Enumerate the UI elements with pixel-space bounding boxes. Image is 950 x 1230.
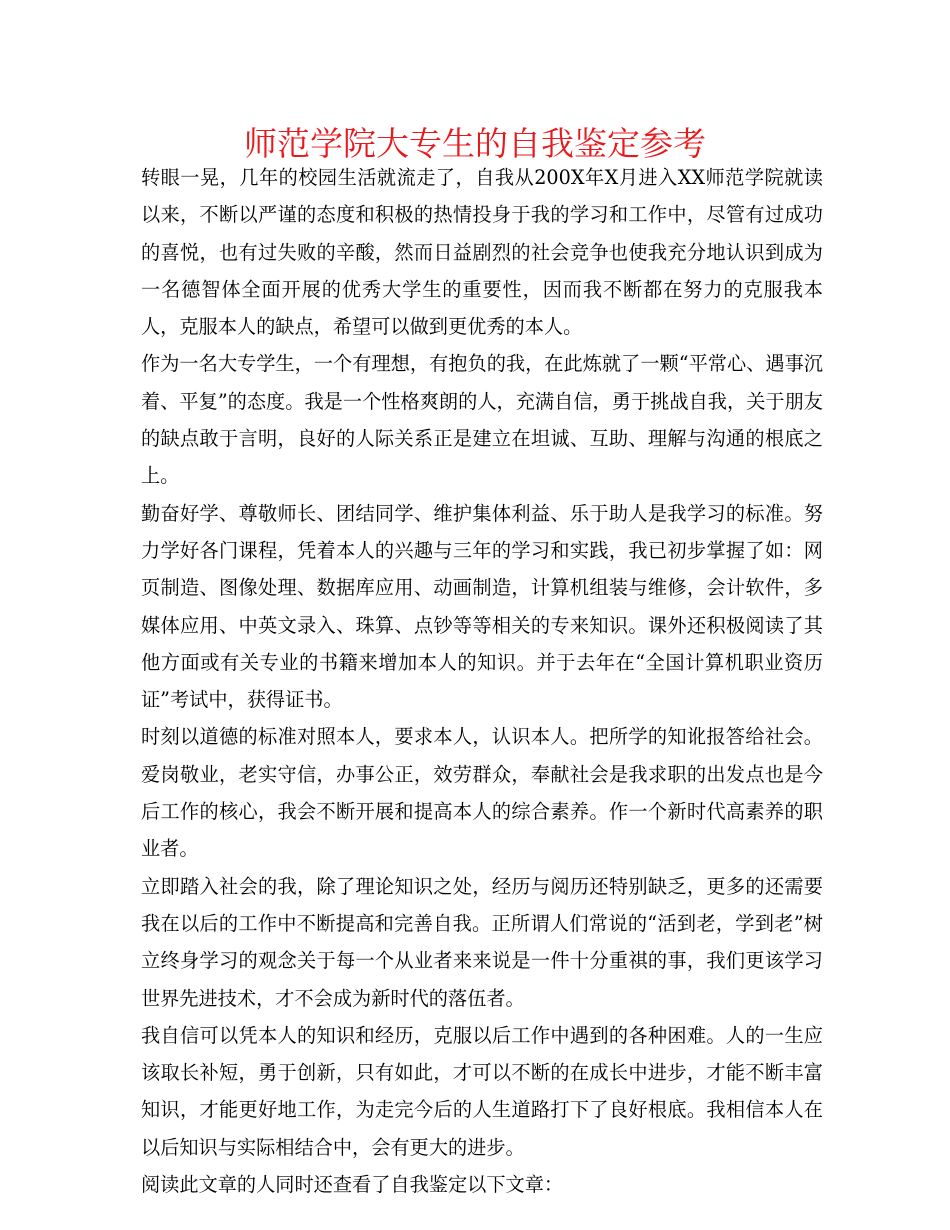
document-title: 师范学院大专生的自我鉴定参考: [244, 124, 706, 163]
paragraph-intro: 转眼一晃，几年的校园生活就流走了，自我从200X年X月进入XX师范学院就读以来，不断以严谨的态度和积极的热情投身于我的学习和工作中，尽管有过成功的喜悦，也有过失败的辛酸，然而日益剧烈的社会竞争也使我充分地认识到成为一名德智体全面开展的优秀大学生的重要性，因而我不断都在努力的克服我本人，克服本人的缺点，希望可以做到更优秀的本人。: [141, 166, 823, 339]
paragraph-society: 立即踏入社会的我，除了理论知识之处，经历与阅历还特别缺乏，更多的还需要我在以后的工作中不断提高和完善自我。正所谓人们常说的“活到老，学到老”树立终身学习的观念关于每一个从业者来来说是一件十分重祺的事，我们更该学习世界先进技术，才不会成为新时代的落伍者。: [141, 874, 823, 1010]
paragraph-related-articles[interactable]: 阅读此文章的人同时还查看了自我鉴定以下文章：: [141, 1173, 564, 1197]
document-body: [141, 159, 823, 1203]
paragraph-attitude: 作为一名大专学生，一个有理想，有抱负的我，在此炼就了一颗“平常心、遇事沉着、平复”的态度。我是一个性格爽朗的人，充满自信，勇于挑战自我，关于朋友的缺点敢于言明，良好的人际关系正是建立在坦诚、互助、理解与沟通的根底之上。: [141, 352, 823, 488]
paragraph-ethics: 时刻以道德的标准对照本人，要求本人，认识本人。把所学的知讹报答给社会。爱岗敬业，老实守信，办事公正，效劳群众，奉献社会是我求职的出发点也是今后工作的核心，我会不断开展和提高本人的综合素养。作一个新时代高素养的职业者。: [141, 725, 823, 861]
paragraph-confidence: 我自信可以凭本人的知识和经历，克服以后工作中遇到的各种困难。人的一生应该取长补短，勇于创新，只有如此，才可以不断的在成长中进步，才能不断丰富知识，才能更好地工作，为走完今后的人生道路打下了良好根底。我相信本人在以后知识与实际相结合中，会有更大的进步。: [141, 1023, 823, 1159]
paragraph-study: 勤奋好学、尊敬师长、团结同学、维护集体利益、乐于助人是我学习的标准。努力学好各门课程，凭着本人的兴趣与三年的学习和实践，我已初步掌握了如：网页制造、图像处理、数据库应用、动画制造，计算机组装与维修，会计软件，多媒体应用、中英文录入、珠算、点钞等等相关的专来知识。课外还积极阅读了其他方面或有关专业的书籍来增加本人的知识。并于去年在“全国计算机职业资历证”考试中，获得证书。: [141, 501, 823, 712]
